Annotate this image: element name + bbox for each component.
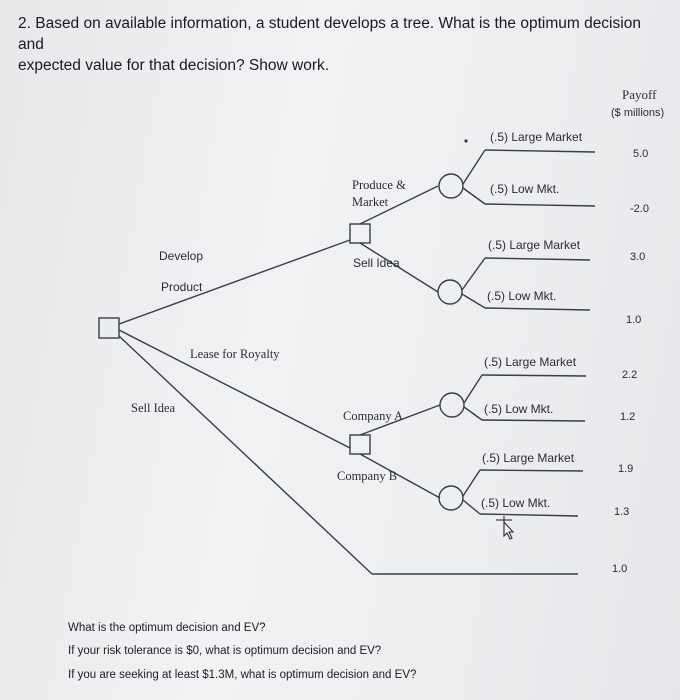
followup-question-2: If your risk tolerance is $0, what is optimum decision and EV? [68, 645, 382, 657]
payoff-value-5: 2.2 [622, 369, 638, 381]
question-line-1: 2. Based on available information, a student develops a tree. What is the optimum decision and [18, 15, 641, 53]
label-lease-royalty: Lease for Royalty [190, 347, 280, 361]
branch-outcome-1 [463, 150, 485, 184]
chance-node-company-a [440, 393, 464, 417]
outcome-label-4: (.5) Low Mkt. [487, 289, 557, 303]
outcome-label-3: (.5) Large Market [488, 238, 581, 252]
followup-question-1: What is the optimum decision and EV? [68, 622, 266, 634]
label-produce-market-1: Produce & [352, 178, 406, 192]
label-sell-idea-root: Sell Idea [131, 401, 176, 415]
payoff-header-title: Payoff [622, 87, 657, 102]
label-product: Product [161, 280, 203, 294]
question-line-2: expected value for that decision? Show work. [18, 57, 330, 74]
outcome-label-5: (.5) Large Market [484, 355, 577, 369]
payoff-value-7: 1.9 [618, 463, 634, 475]
payoff-value-2: -2.0 [630, 203, 649, 215]
branch-outcome-6 [464, 407, 482, 420]
label-company-b: Company B [337, 469, 398, 483]
label-develop: Develop [159, 249, 204, 263]
payoff-header-unit: ($ millions) [611, 107, 665, 119]
branch-sell-idea-root [119, 336, 372, 574]
payoff-value-3: 3.0 [630, 251, 646, 263]
branch-outcome-5 [464, 375, 482, 403]
chance-node-sell-idea [438, 280, 462, 304]
chance-node-company-b [439, 486, 463, 510]
branch-outcome-2 [463, 188, 485, 204]
branch-outcome-4 [462, 294, 485, 308]
branch-outcome-3 [462, 258, 485, 290]
branch-outcome-8 [463, 500, 480, 514]
mouse-cursor-icon [496, 516, 513, 539]
lease-decision-node [350, 435, 370, 454]
payoff-value-1: 5.0 [633, 148, 649, 160]
outcome-label-7: (.5) Large Market [482, 451, 575, 465]
outcome-label-1: (.5) Large Market [490, 130, 583, 144]
followup-question-3: If you are seeking at least $1.3M, what is optimum decision and EV? [68, 669, 417, 681]
branch-outcome-7 [463, 470, 480, 496]
outcome-label-8: (.5) Low Mkt. [481, 496, 551, 510]
develop-decision-node [350, 224, 370, 243]
payoff-value-6: 1.2 [620, 411, 636, 423]
outcome-label-6: (.5) Low Mkt. [484, 402, 554, 416]
label-sell-idea-sub: Sell Idea [353, 256, 400, 270]
root-decision-node [99, 318, 119, 338]
label-produce-market-2: Market [352, 195, 389, 209]
branch-develop-product [119, 240, 350, 324]
payoff-value-4: 1.0 [626, 314, 642, 326]
chance-node-produce [439, 174, 463, 198]
outcome-label-2: (.5) Low Mkt. [490, 182, 560, 196]
payoff-value-8: 1.3 [614, 506, 630, 518]
stray-dot [464, 139, 467, 142]
payoff-value-sell-idea: 1.0 [612, 563, 628, 575]
label-company-a: Company A [343, 409, 404, 423]
